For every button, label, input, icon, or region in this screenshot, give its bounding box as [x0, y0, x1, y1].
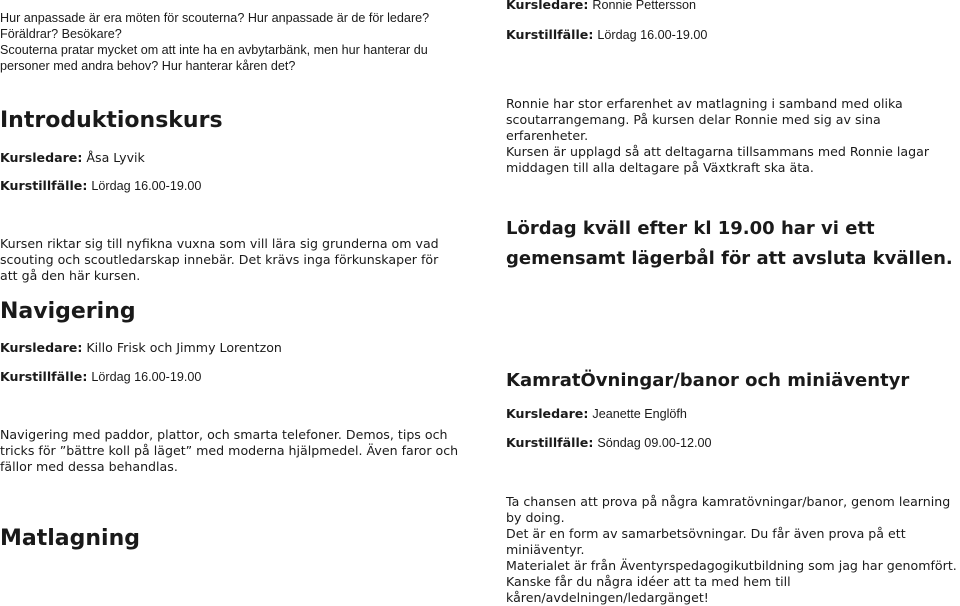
description-paragraph: Ta chansen att prova på några kamratövningar/banor, genom learning by doing.: [506, 494, 951, 525]
time-label: Kurstillfälle:: [506, 435, 594, 450]
time-label: Kurstillfälle:: [0, 369, 88, 384]
leader-label: Kursledare:: [506, 0, 589, 12]
kamratovningar-leader: [506, 406, 687, 422]
navigering-title: Navigering: [0, 299, 136, 324]
time-label: Kurstillfälle:: [506, 27, 594, 42]
leader-label: Kursledare:: [0, 340, 83, 355]
navigering-description: Navigering med paddor, plattor, och smarta telefoner. Demos, tips och tricks för ”bättre koll på läget” med moderna hjälpmedel. Även faror och fällor med dessa behandlas.: [0, 427, 459, 474]
leader-name: Killo Frisk och Jimmy Lorentzon: [86, 340, 282, 355]
matlagning-description: [506, 96, 960, 176]
description-paragraph: Det är en form av samarbetsövningar. Du får även prova på ett miniäventyr.: [506, 526, 906, 557]
announcement-line: gemensamt lägerbål för att avsluta kvällen.: [506, 248, 953, 269]
description-paragraph: Kanske får du några idéer att ta med hem till kåren/avdelningen/ledargänget!: [506, 574, 791, 605]
description-paragraph: Ronnie har stor erfarenhet av matlagning i samband med olika scoutarrangemang. På kursen delar Ronnie med sig av sina erfarenheter.: [506, 96, 903, 143]
leader-name: Jeanette Englöfh: [592, 407, 687, 421]
kamratovningar-time: [506, 435, 712, 451]
intro-paragraph: Hur anpassade är era möten för scouterna? Hur anpassade är de för ledare? Föräldrar? Besökare?: [0, 11, 430, 41]
matlagning-title: Matlagning: [0, 526, 141, 551]
time-value: Söndag 09.00-12.00: [597, 436, 712, 450]
lagerbal-announcement: [506, 214, 953, 274]
introduktionskurs-time: [0, 178, 201, 194]
leader-name: Ronnie Pettersson: [592, 0, 697, 12]
navigering-time: [0, 369, 201, 385]
leader-name: Åsa Lyvik: [86, 150, 145, 165]
kamratovningar-description: [506, 494, 960, 606]
description-paragraph: Kursen är upplagd så att deltagarna tillsammans med Ronnie lagar middagen till alla deltagare på Växtkraft ska äta.: [506, 144, 930, 175]
kamratovningar-title: KamratÖvningar/banor och miniäventyr: [506, 370, 910, 391]
introduktionskurs-title: Introduktionskurs: [0, 108, 223, 133]
matlagning-leader: [506, 0, 696, 13]
time-value: Lördag 16.00-19.00: [91, 179, 202, 193]
leader-label: Kursledare:: [0, 150, 83, 165]
intro-questions: [0, 10, 470, 74]
time-value: Lördag 16.00-19.00: [91, 370, 202, 384]
introduktionskurs-description: Kursen riktar sig till nyfikna vuxna som vill lära sig grunderna om vad scouting och scoutledarskap innebär. Det krävs inga förkunskaper för att gå den här kursen.: [0, 236, 439, 283]
announcement-line: Lördag kväll efter kl 19.00 har vi ett: [506, 218, 875, 239]
matlagning-time: [506, 27, 707, 43]
navigering-leader: [0, 340, 282, 356]
description-paragraph: Materialet är från Äventyrspedagogikutbildning som jag har genomfört.: [506, 558, 957, 573]
time-value: Lördag 16.00-19.00: [597, 28, 708, 42]
intro-paragraph: Scouterna pratar mycket om att inte ha en avbytarbänk, men hur hanterar du personer med andra behov? Hur hanterar kåren det?: [0, 43, 428, 73]
time-label: Kurstillfälle:: [0, 178, 88, 193]
introduktionskurs-leader: [0, 150, 145, 166]
leader-label: Kursledare:: [506, 406, 589, 421]
